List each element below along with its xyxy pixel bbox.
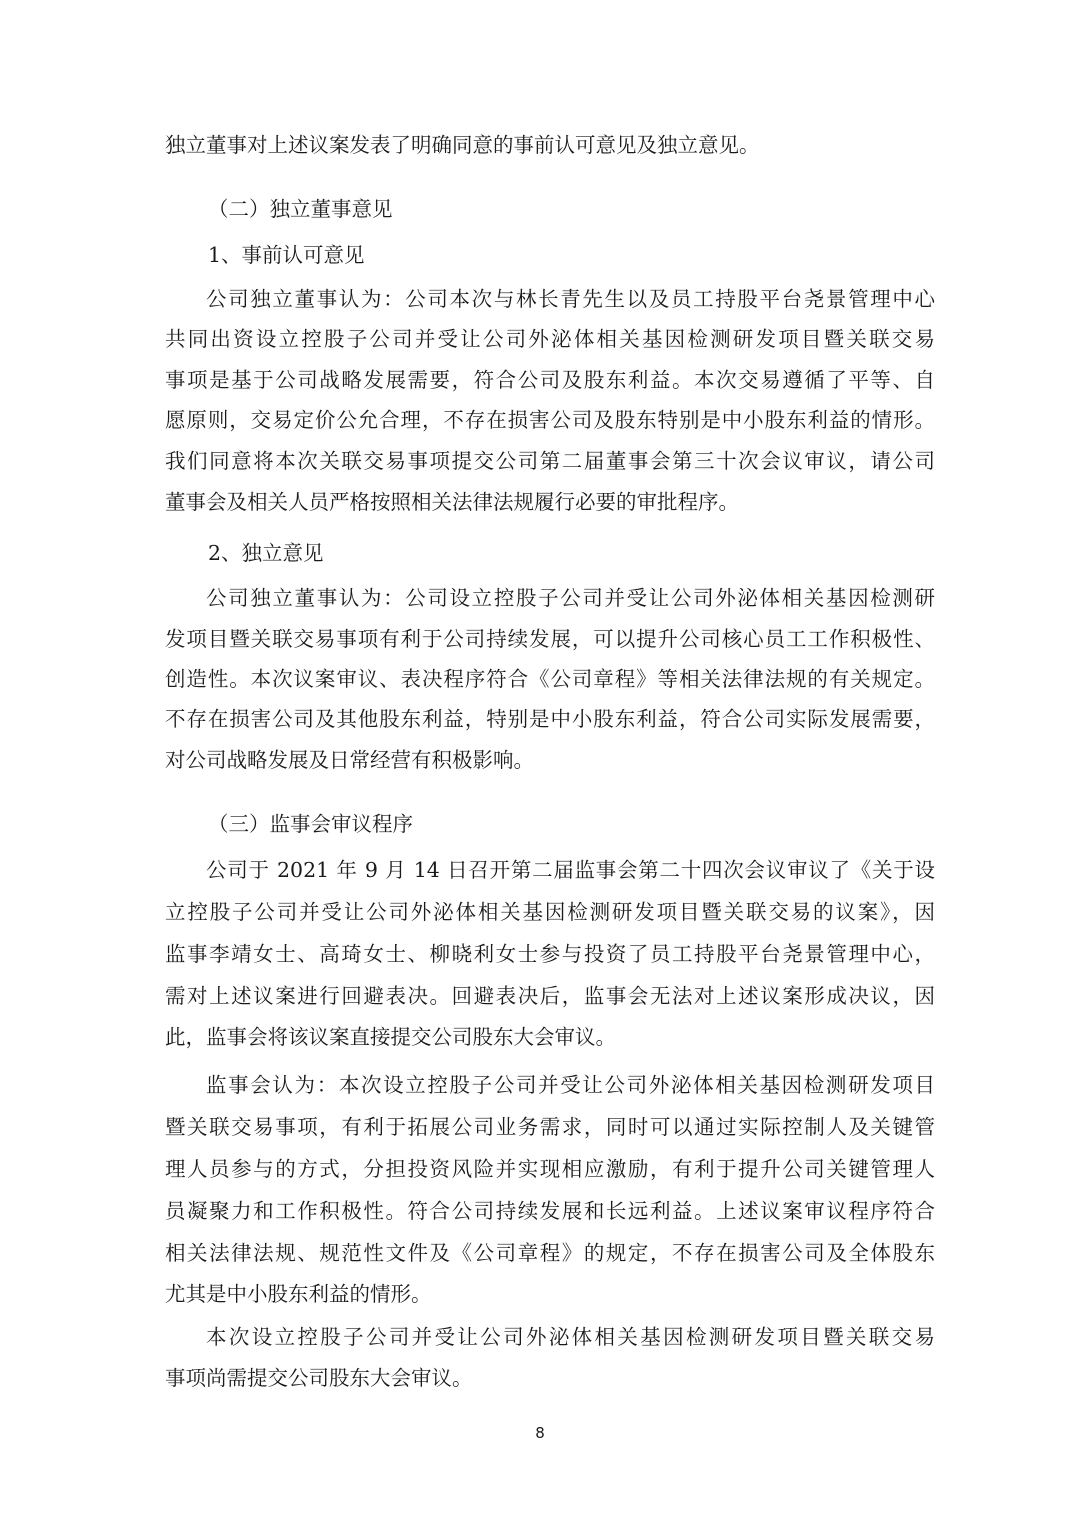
text-line: 公司独立董事认为：公司设立控股子公司并受让公司外泌体相关基因检测研 [206, 586, 935, 610]
text-line: 对公司战略发展及日常经营有积极影响。 [165, 748, 534, 772]
text-line: 不存在损害公司及其他股东利益，特别是中小股东利益，符合公司实际发展需要， [165, 707, 935, 731]
text-line: 发项目暨关联交易事项有利于公司持续发展，可以提升公司核心员工工作积极性、 [165, 627, 935, 651]
subheading-independent-opinion: 2、独立意见 [208, 541, 324, 565]
text-line: 事项是基于公司战略发展需要，符合公司及股东利益。本次交易遵循了平等、自 [165, 368, 935, 392]
text-line: 共同出资设立控股子公司并受让公司外泌体相关基因检测研发项目暨关联交易 [165, 327, 935, 351]
text-line: 公司于 2021 年 9 月 14 日召开第二届监事会第二十四次会议审议了《关于设 [206, 858, 935, 882]
text-line: 本次设立控股子公司并受让公司外泌体相关基因检测研发项目暨关联交易 [206, 1325, 935, 1349]
text-line: 员凝聚力和工作积极性。符合公司持续发展和长远利益。上述议案审议程序符合 [165, 1199, 935, 1223]
text-line: 立控股子公司并受让公司外泌体相关基因检测研发项目暨关联交易的议案》，因 [165, 900, 935, 924]
text-line: 理人员参与的方式，分担投资风险并实现相应激励，有利于提升公司关键管理人 [165, 1157, 935, 1181]
text-line: 我们同意将本次关联交易事项提交公司第二届董事会第三十次会议审议，请公司 [165, 449, 935, 473]
text-line: 愿原则，交易定价公允合理，不存在损害公司及股东特别是中小股东利益的情形。 [165, 408, 935, 432]
section-heading-supervisory-board: （三）监事会审议程序 [208, 812, 413, 836]
text-line: 创造性。本次议案审议、表决程序符合《公司章程》等相关法律法规的有关规定。 [165, 667, 935, 691]
text-line: 董事会及相关人员严格按照相关法律法规履行必要的审批程序。 [165, 490, 739, 514]
text-line: 尤其是中小股东利益的情形。 [165, 1282, 432, 1306]
text-line: 事项尚需提交公司股东大会审议。 [165, 1366, 473, 1390]
text-line: 需对上述议案进行回避表决。回避表决后，监事会无法对上述议案形成决议，因 [165, 984, 935, 1008]
text-line: 相关法律法规、规范性文件及《公司章程》的规定，不存在损害公司及全体股东 [165, 1241, 935, 1265]
text-line: 此，监事会将该议案直接提交公司股东大会审议。 [165, 1025, 616, 1049]
text-line: 暨关联交易事项，有利于拓展公司业务需求，同时可以通过实际控制人及关键管 [165, 1115, 935, 1139]
text-line: 公司独立董事认为：公司本次与林长青先生以及员工持股平台尧景管理中心 [206, 287, 935, 311]
page-number: 8 [535, 1424, 545, 1442]
subheading-prior-approval: 1、事前认可意见 [208, 243, 365, 267]
section-heading-independent-directors: （二）独立董事意见 [208, 197, 393, 221]
text-line: 独立董事对上述议案发表了明确同意的事前认可意见及独立意见。 [165, 133, 760, 157]
text-line: 监事会认为：本次设立控股子公司并受让公司外泌体相关基因检测研发项目 [206, 1073, 935, 1097]
text-line: 监事李靖女士、高琦女士、柳晓利女士参与投资了员工持股平台尧景管理中心， [165, 942, 935, 966]
